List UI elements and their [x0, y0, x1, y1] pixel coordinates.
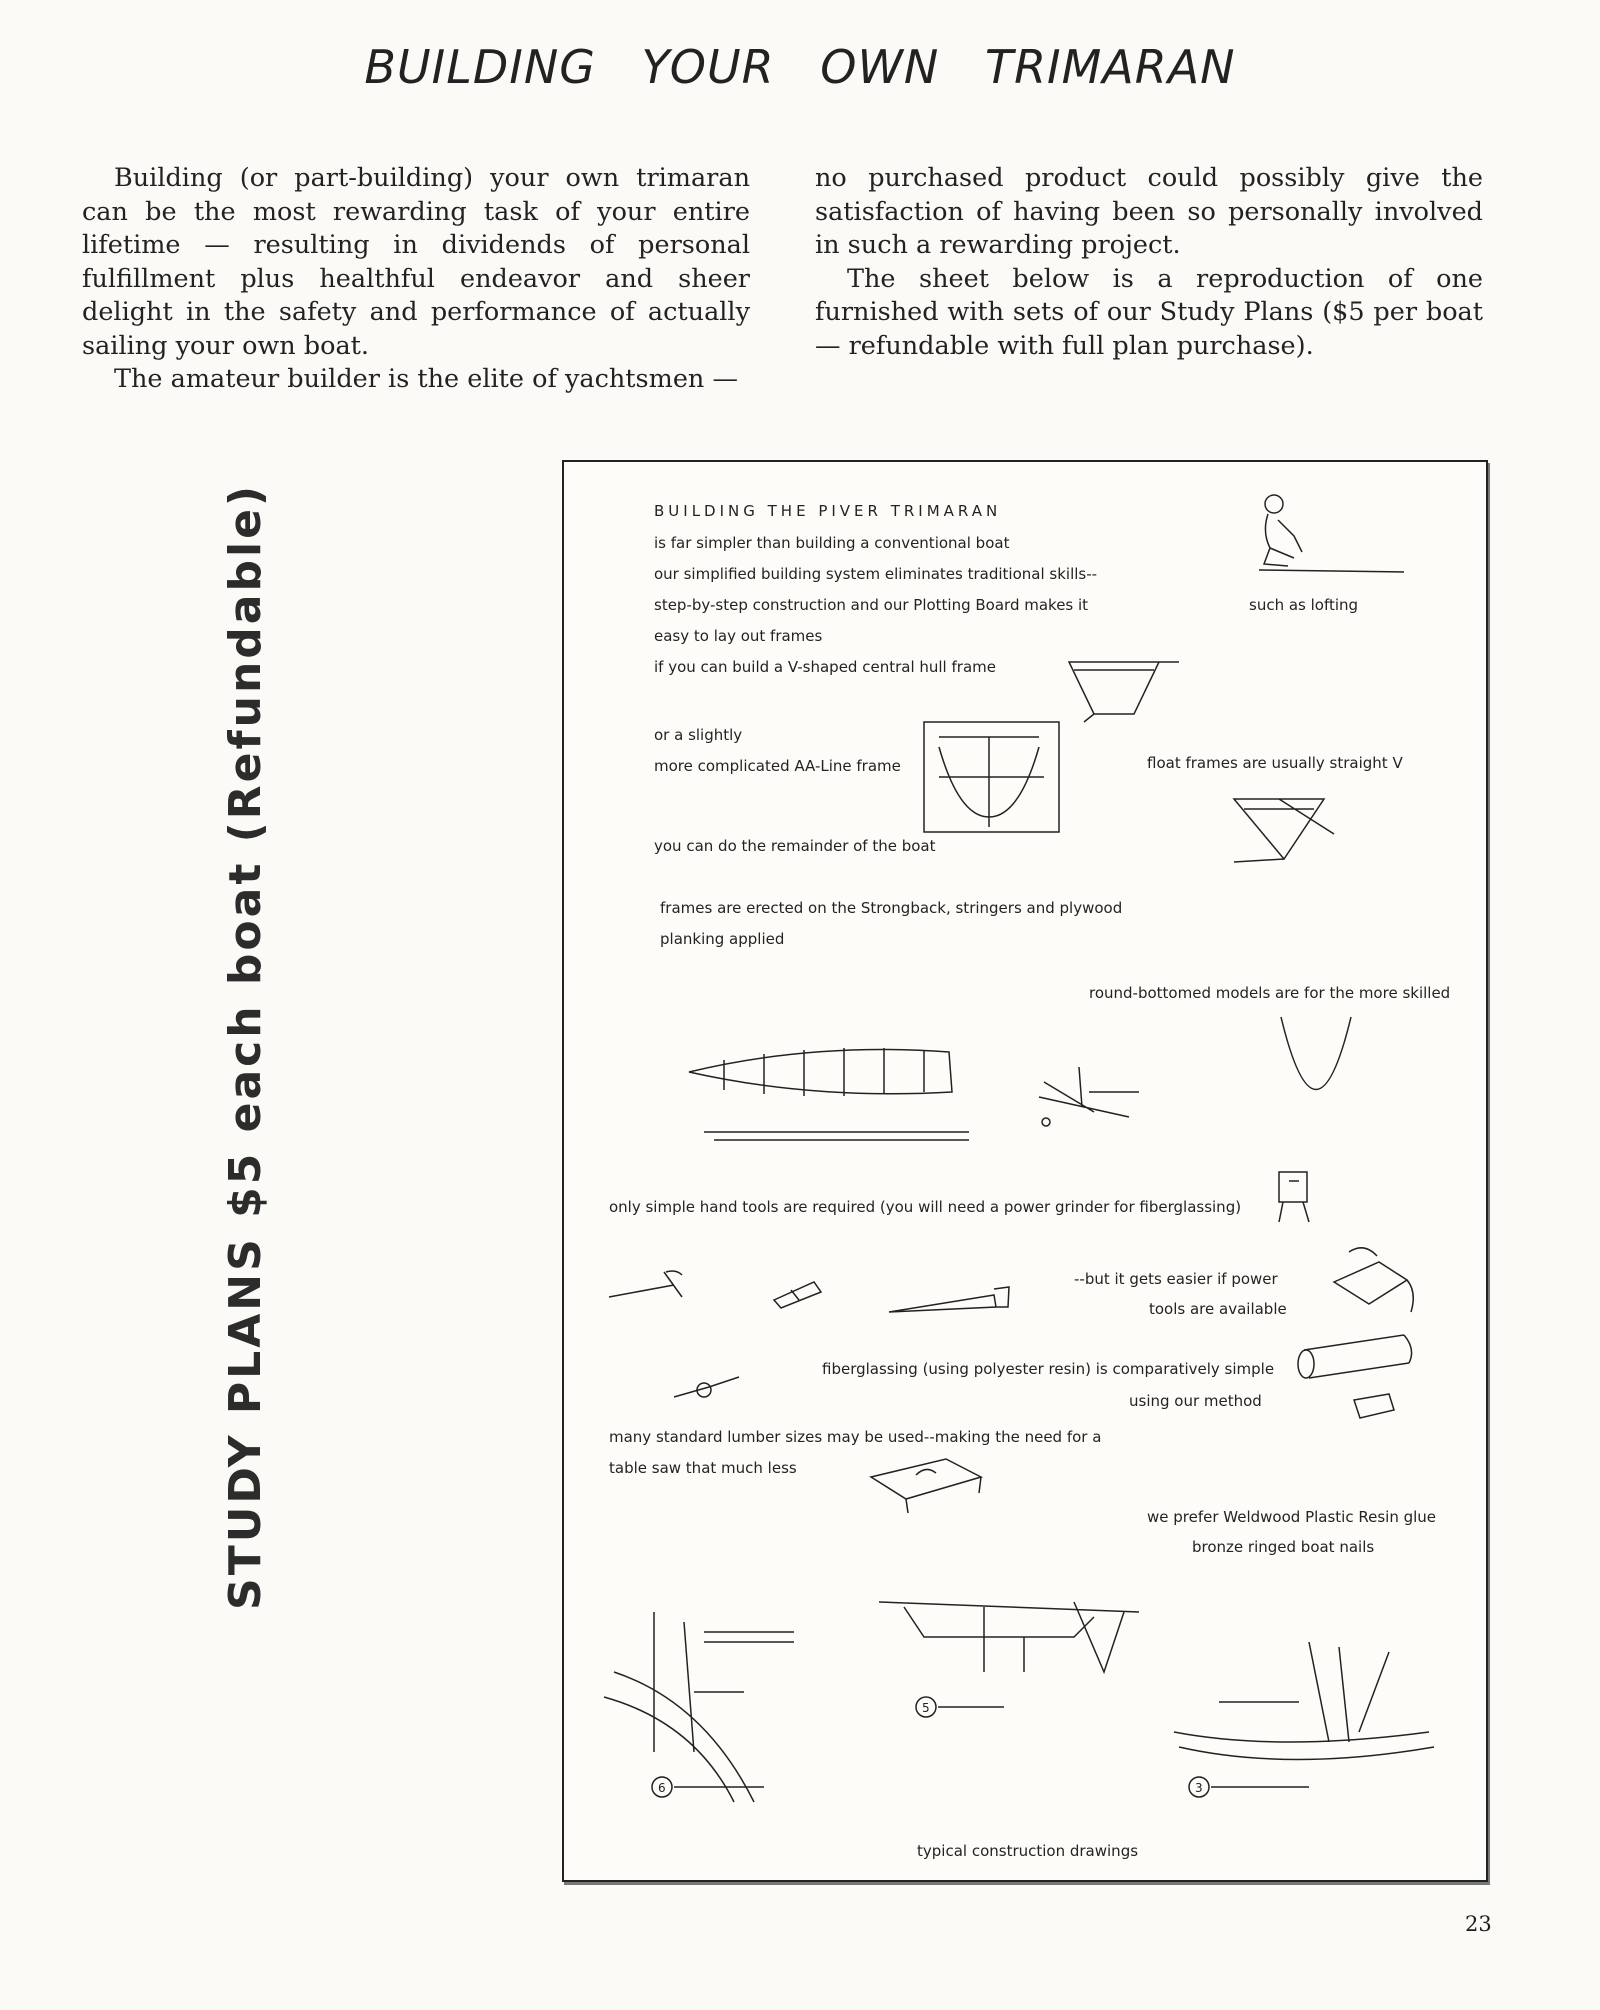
power-grinder-icon [1269, 1167, 1319, 1227]
v-frame-drawing-icon [1064, 652, 1184, 727]
study-plan-sheet [562, 460, 1488, 1882]
round-bottom-curve-icon [1276, 1012, 1356, 1112]
intro-paragraph-2: The amateur builder is the elite of yachtsmen — [114, 364, 738, 394]
sheet-line: --but it gets easier if power [1074, 1270, 1278, 1288]
intro-paragraph-1: Building (or part-building) your own trimaran can be the most rewarding task of your entire lifetime — resulting in dividends of personal fulfillment plus healthful endeavor and sheer delight in the safety and performance of actually sailing your own boat. [82, 163, 750, 361]
block-plane-icon [769, 1272, 824, 1312]
sheet-line: you can do the remainder of the boat [654, 837, 936, 855]
sheet-line: or a slightly [654, 726, 743, 744]
sheet-line: we prefer Weldwood Plastic Resin glue [1147, 1508, 1437, 1526]
svg-text:5: 5 [922, 1701, 930, 1715]
sheet-line: fiberglassing (using polyester resin) is comparatively simple [822, 1360, 1275, 1378]
sheet-line: planking applied [660, 930, 785, 948]
intro-paragraph-2-continued: no purchased product could possibly give the satisfaction of having been so personally involved in such a rewarding project. [815, 163, 1483, 260]
sheet-line: frames are erected on the Strongback, stringers and plywood [660, 899, 1123, 917]
sheet-line: many standard lumber sizes may be used--making the need for a [609, 1428, 1102, 1446]
sheet-line: such as lofting [1249, 596, 1359, 614]
sheet-line: only simple hand tools are required (you will need a power grinder for fiberglassing) [609, 1198, 1242, 1216]
table-saw-icon [866, 1447, 986, 1517]
intro-paragraph-3: The sheet below is a reproduction of one furnished with sets of our Study Plans ($5 per boat — refundable with full plan purchase). [815, 263, 1483, 361]
svg-text:3: 3 [1195, 1781, 1203, 1795]
sheet-line: tools are available [1149, 1300, 1287, 1318]
fiberglass-roll-icon [1294, 1330, 1424, 1430]
page-number: 23 [1465, 1912, 1492, 1936]
study-plans-banner: STUDY PLANS $5 each boat (Refundable) [220, 482, 271, 1610]
kneeling-man-icon [1254, 492, 1404, 582]
sheet-caption: typical construction drawings [917, 1842, 1139, 1860]
intro-left-column [82, 162, 750, 397]
strongback-hull-drawing-icon [684, 1032, 974, 1162]
svg-text:6: 6 [658, 1781, 666, 1795]
power-sander-icon [1329, 1242, 1419, 1322]
sheet-line: is far simpler than building a conventional boat [654, 534, 1010, 552]
connectives-detail-drawing-icon [874, 1592, 1144, 1732]
intro-right-column [815, 162, 1483, 363]
hand-saw-icon [884, 1277, 1014, 1322]
forefoot-detail-drawing-icon [1159, 1622, 1449, 1812]
sheet-line: our simplified building system eliminates traditional skills-- [654, 565, 1098, 583]
sheet-line: more complicated AA-Line frame [654, 757, 901, 775]
sheet-line: table saw that much less [609, 1459, 797, 1477]
sheet-line: easy to lay out frames [654, 627, 823, 645]
sheet-line: bronze ringed boat nails [1192, 1538, 1375, 1556]
sheet-line: float frames are usually straight V [1147, 754, 1403, 772]
stringer-detail-icon [1034, 1052, 1144, 1127]
applicator-tool-icon [669, 1372, 744, 1407]
sheet-heading: BUILDING THE PIVER TRIMARAN [654, 502, 1002, 520]
sheet-line: round-bottomed models are for the more skilled [1089, 984, 1451, 1002]
forestay-detail-drawing-icon [594, 1602, 814, 1812]
page-title: BUILDING YOUR OWN TRIMARAN [364, 40, 1236, 94]
sheet-line: step-by-step construction and our Plotting Board makes it [654, 596, 1089, 614]
hammer-icon [604, 1267, 689, 1312]
sheet-line: using our method [1129, 1392, 1262, 1410]
aa-line-frame-drawing-icon [919, 717, 1064, 837]
sheet-line: if you can build a V-shaped central hull frame [654, 658, 996, 676]
float-frame-drawing-icon [1224, 794, 1344, 869]
